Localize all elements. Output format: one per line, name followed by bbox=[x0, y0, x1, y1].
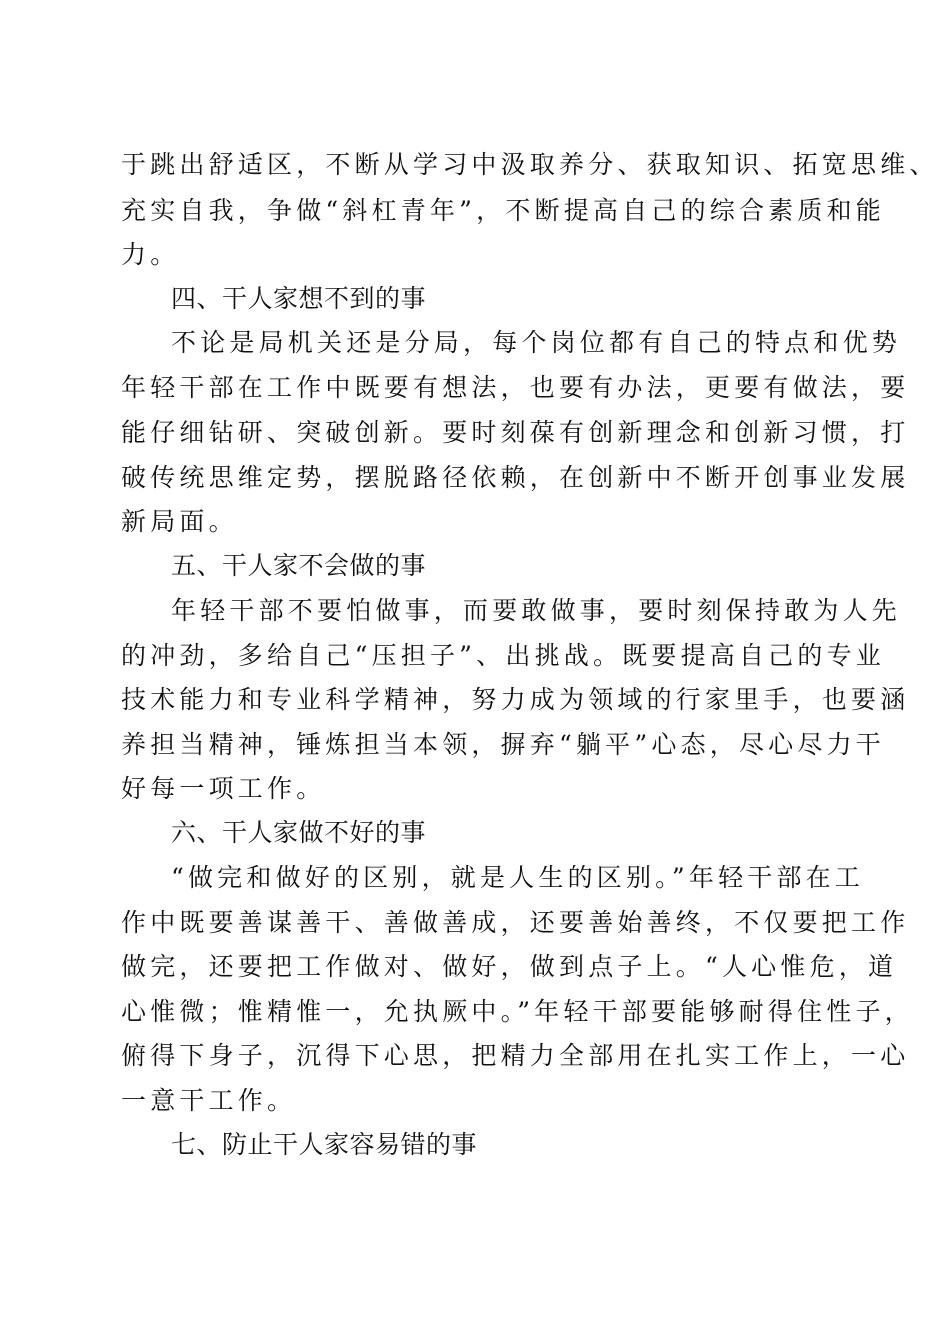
section-heading-4: 四、干人家想不到的事 bbox=[171, 284, 427, 313]
paragraph-line: 作中既要善谋善干、善做善成，还要善始善终，不仅要把工作 bbox=[121, 908, 910, 937]
section-heading-5: 五、干人家不会做的事 bbox=[171, 551, 427, 580]
paragraph-line: 俯得下身子，沉得下心思，把精力全部用在扎实工作上，一心 bbox=[121, 1041, 910, 1070]
paragraph-line: 破传统思维定势，摆脱路径依赖，在创新中不断开创事业发展 bbox=[121, 463, 910, 492]
paragraph-line: 新局面。 bbox=[121, 507, 238, 536]
paragraph-line: 好每一项工作。 bbox=[121, 774, 326, 803]
paragraph-line: “做完和做好的区别，就是人生的区别。”年轻干部在工 bbox=[171, 863, 865, 892]
paragraph-line: 充实自我，争做“斜杠青年”，不断提高自己的综合素质和能 bbox=[121, 196, 885, 225]
paragraph-line: 养担当精神，锤炼担当本领，摒弃“躺平”心态，尽心尽力干 bbox=[121, 730, 885, 759]
paragraph-line: 心惟微；惟精惟一，允执厥中。”年轻干部要能够耐得住性子， bbox=[121, 997, 914, 1026]
paragraph-line: 于跳出舒适区，不断从学习中汲取养分、获取知识、拓宽思维、 bbox=[121, 150, 939, 179]
paragraph-line: 能仔细钻研、突破创新。要时刻葆有创新理念和创新习惯，打 bbox=[121, 418, 910, 447]
paragraph-line: 年轻干部在工作中既要有想法，也要有办法，更要有做法，要 bbox=[121, 373, 910, 402]
paragraph-line: 做完，还要把工作做对、做好，做到点子上。“人心惟危，道 bbox=[121, 952, 898, 981]
paragraph-line: 力。 bbox=[121, 240, 180, 269]
paragraph-line: 不论是局机关还是分局，每个岗位都有自己的特点和优势 bbox=[171, 328, 902, 357]
paragraph-line: 的冲劲，多给自己“压担子”、出挑战。既要提高自己的专业 bbox=[121, 641, 885, 670]
paragraph-line: 一意干工作。 bbox=[121, 1086, 297, 1115]
section-heading-6: 六、干人家做不好的事 bbox=[171, 818, 427, 847]
paragraph-line: 年轻干部不要怕做事，而要敢做事，要时刻保持敢为人先 bbox=[171, 596, 902, 625]
section-heading-7: 七、防止干人家容易错的事 bbox=[171, 1130, 478, 1159]
paragraph-line: 技术能力和专业科学精神，努力成为领域的行家里手，也要涵 bbox=[121, 685, 910, 714]
